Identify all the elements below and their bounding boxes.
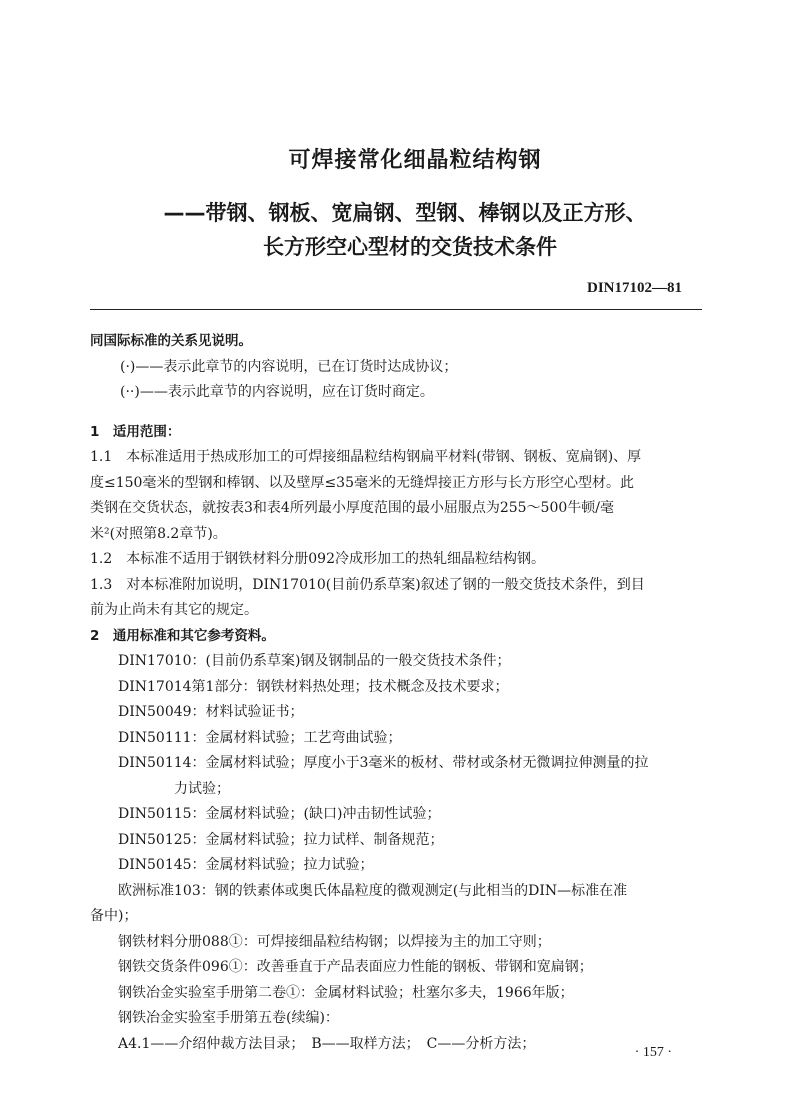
paragraph-1-2: 1.2 本标准不适用于钢铁材料分册092冷成形加工的热轧细晶粒结构钢。 bbox=[90, 551, 545, 567]
document-subtitle-line-2: 长方形空心型材的交货技术条件 bbox=[263, 235, 557, 259]
reference-item: DIN50125：金属材料试验；拉力试样、制备规范； bbox=[118, 831, 444, 848]
section-2-heading: 2 通用标准和其它参考资料。 bbox=[90, 627, 275, 644]
paragraph-1-3-line: 1.3 对本标准附加说明，DIN17010(目前仍系草案)叙述了钢的一般交货技术条件，到目 bbox=[90, 576, 645, 593]
page-number: · 157 · bbox=[634, 1045, 672, 1060]
reference-item: 钢铁冶金实验室手册第二卷①：金属材料试验；杜塞尔多夫，1966年版； bbox=[118, 984, 574, 1001]
reference-item: 钢铁材料分册088①：可焊接细晶粒结构钢；以焊接为主的加工守则； bbox=[118, 933, 551, 950]
reference-item: DIN50115：金属材料试验；(缺口)冲击韧性试验； bbox=[118, 806, 441, 822]
legend-note-2: (··)——表示此章节的内容说明，应在订货时商定。 bbox=[120, 384, 434, 400]
reference-item: DIN50049：材料试验证书； bbox=[118, 704, 304, 720]
legend-note-1: (·)——表示此章节的内容说明，已在订货时达成协议； bbox=[120, 358, 458, 375]
reference-item: A4.1——介绍仲裁方法目录； B——取样方法； C——分析方法； bbox=[118, 1035, 536, 1052]
reference-item: DIN50114：金属材料试验；厚度小于3毫米的板材、带材或条材无微调拉伸测量的拉 bbox=[118, 755, 649, 771]
paragraph-1-1-line: 度≤150毫米的型钢和棒钢、以及壁厚≤35毫米的无缝焊接正方形与长方形空心型材。此 bbox=[90, 474, 634, 491]
reference-item: 钢铁交货条件096①：改善垂直于产品表面应力性能的钢板、带钢和宽扁钢； bbox=[118, 959, 593, 975]
standard-number: DIN17102—81 bbox=[586, 280, 682, 296]
title-block bbox=[0, 146, 800, 262]
document-body bbox=[90, 329, 708, 1057]
reference-item: DIN50145：金属材料试验；拉力试验； bbox=[118, 857, 374, 873]
reference-item-continuation: 备中)； bbox=[90, 908, 138, 924]
reference-item: DIN50111：金属材料试验；工艺弯曲试验； bbox=[118, 729, 402, 746]
document-title: 可焊接常化细晶粒结构钢 bbox=[288, 148, 542, 173]
paragraph-1-3-line: 前为止尚未有其它的规定。 bbox=[90, 602, 258, 618]
paragraph-1-1-line: 类钢在交货状态，就按表3和表4所列最小厚度范围的最小屈服点为255～500牛顿/毫 bbox=[90, 500, 614, 516]
reference-item: 钢铁冶金实验室手册第五卷(续编)： bbox=[118, 1010, 339, 1026]
document-subtitle-line-1: ——带钢、钢板、宽扁钢、型钢、棒钢以及正方形、 bbox=[163, 201, 647, 225]
paragraph-1-1-line: 米²(对照第8.2章节)。 bbox=[90, 525, 227, 542]
reference-item: 欧洲标准103：钢的铁素体或奥氏体晶粒度的微观测定(与此相当的DIN—标准在准 bbox=[118, 882, 628, 899]
reference-item: DIN17014第1部分：钢铁材料热处理；技术概念及技术要求； bbox=[118, 678, 509, 695]
header-divider bbox=[90, 309, 702, 310]
relation-note: 同国际标准的关系见说明。 bbox=[90, 333, 252, 349]
reference-item: DIN17010：(目前仍系草案)钢及钢制品的一般交货技术条件； bbox=[118, 653, 511, 669]
section-1-heading: 1 适用范围： bbox=[90, 423, 181, 440]
reference-item-continuation: 力试验； bbox=[174, 780, 230, 797]
paragraph-1-1-line: 1.1 本标准适用于热成形加工的可焊接细晶粒结构钢扁平材料(带钢、钢板、宽扁钢)、厚 bbox=[90, 449, 642, 465]
spacer bbox=[90, 406, 708, 420]
